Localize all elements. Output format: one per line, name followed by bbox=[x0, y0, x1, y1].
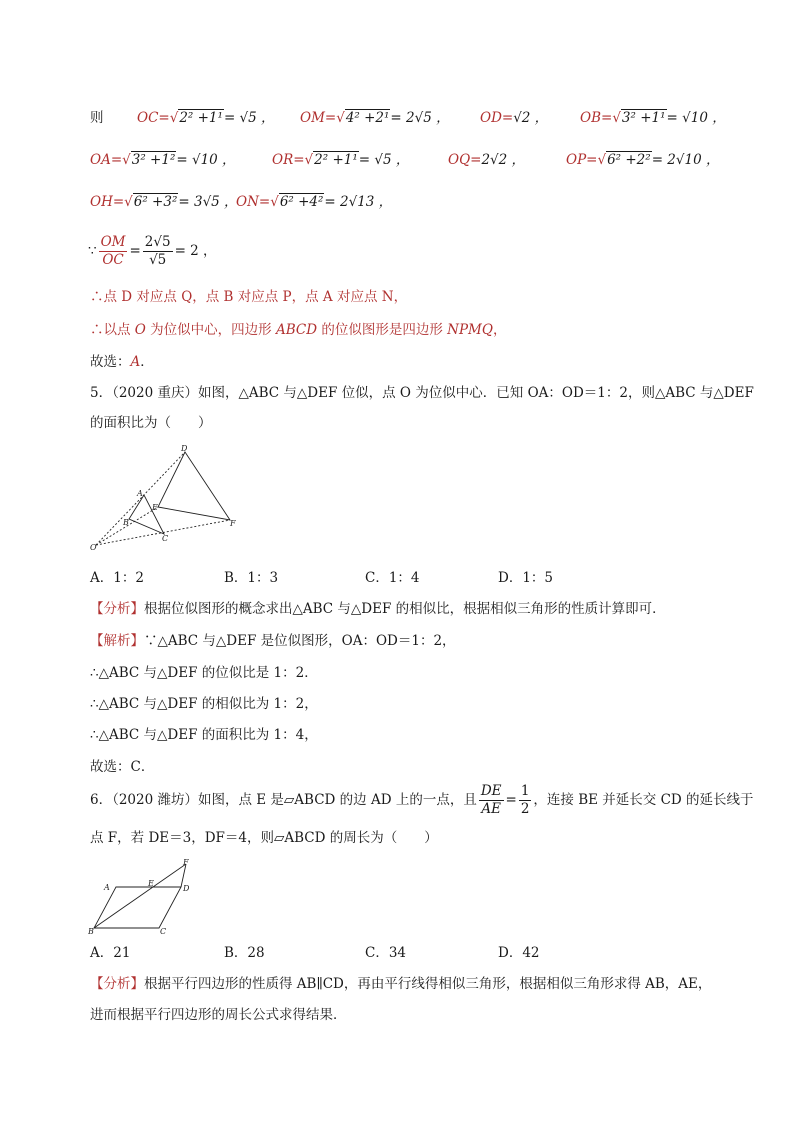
analysis-text: 根据平行四边形的性质得 AB∥CD，再由平行线得相似三角形，根据相似三角形求得 AB，AE， bbox=[144, 976, 712, 992]
text-part: 的位似图形是四边形 bbox=[317, 322, 448, 338]
result-oa: = √10 ， bbox=[176, 152, 236, 168]
analysis-tag: 【分析】 bbox=[90, 976, 144, 992]
label-om: OM= bbox=[300, 110, 337, 126]
label-oq: OQ= bbox=[448, 152, 482, 168]
radicand-op: 6² +2² bbox=[607, 152, 651, 168]
q5-stem-line-1: 5．（2020 重庆）如图，△ABC 与△DEF 位似，点 O 为位似中心．已知 OA：OD＝1：2，则△ABC 与△DEF bbox=[90, 385, 754, 401]
label-ob: OB= bbox=[580, 110, 613, 126]
solution-tag: 【解析】 bbox=[90, 633, 144, 649]
q5-solution-line-2: ∴△ABC 与△DEF 的位似比是 1：2． bbox=[90, 665, 318, 681]
on-expression bbox=[236, 192, 392, 212]
stem-text: 6．（2020 潍坊）如图，点 E 是▱ABCD 的边 AD 上的一点，且 bbox=[90, 792, 477, 808]
q5-option-b[interactable]: B．1：3 bbox=[224, 570, 279, 586]
label-oa: OA= bbox=[90, 152, 123, 168]
radical-sign: √ bbox=[304, 152, 314, 168]
q6-parallelogram-figure bbox=[88, 856, 208, 936]
result-on: = 2√13 ， bbox=[324, 194, 393, 210]
parallelogram-abcd bbox=[94, 887, 181, 928]
label-o: O bbox=[90, 543, 97, 552]
fraction-denominator: √5 bbox=[149, 252, 167, 268]
result-od: √2 ， bbox=[513, 110, 549, 126]
om-expression bbox=[300, 108, 450, 128]
result-oq: 2√2 ， bbox=[481, 152, 526, 168]
fraction-denominator: 2 bbox=[520, 801, 530, 817]
q5-stem-line-2: 的面积比为（ ） bbox=[90, 415, 212, 431]
because-symbol: ∵ bbox=[88, 243, 97, 259]
fraction-2root5-root5 bbox=[143, 234, 173, 269]
q6-options bbox=[90, 943, 730, 963]
label-d: D bbox=[183, 884, 190, 893]
radical-sign: √ bbox=[122, 152, 131, 168]
q6-option-a[interactable]: A．21 bbox=[90, 945, 131, 961]
text-part: ． bbox=[140, 354, 154, 370]
op-expression bbox=[566, 150, 719, 170]
q5-option-d[interactable]: D．1：5 bbox=[498, 570, 554, 586]
answer-letter: A bbox=[130, 354, 141, 370]
fraction-numerator: OM bbox=[100, 234, 126, 250]
text-part: 故选： bbox=[90, 354, 131, 370]
label-oc: OC= bbox=[137, 110, 170, 126]
label-oh: OH= bbox=[90, 194, 125, 210]
center-line bbox=[90, 320, 506, 340]
radicand-oc: 2² +1¹ bbox=[179, 110, 223, 126]
radicand-ob: 3² +1¹ bbox=[621, 110, 666, 126]
radicand-om: 4² +2¹ bbox=[345, 110, 390, 126]
text-part: NPMQ bbox=[447, 322, 493, 338]
radicand-oh: 6² +3² bbox=[133, 194, 178, 210]
radical-sign: √ bbox=[124, 194, 133, 210]
q5-analysis bbox=[90, 599, 666, 619]
calc-line-1 bbox=[90, 108, 104, 128]
triangle-def bbox=[158, 452, 230, 520]
text-part: O bbox=[134, 322, 146, 338]
radical-sign: √ bbox=[169, 110, 179, 126]
oa-expression bbox=[90, 150, 236, 170]
result-oh: = 3√5 ， bbox=[178, 194, 238, 210]
result-op: = 2√10 ， bbox=[651, 152, 720, 168]
od-expression bbox=[480, 108, 548, 128]
text-part: 为位似中心，四边形 bbox=[145, 322, 276, 338]
q5-solution-line-3: ∴△ABC 与△DEF 的相似比为 1：2， bbox=[90, 696, 318, 712]
analysis-tag: 【分析】 bbox=[90, 601, 144, 617]
ob-expression bbox=[580, 108, 726, 128]
oq-expression bbox=[448, 150, 525, 170]
q5-solution-line-4: ∴△ABC 与△DEF 的面积比为 1：4， bbox=[90, 727, 318, 743]
line-bf bbox=[94, 864, 186, 928]
fraction-de-ae bbox=[479, 783, 504, 818]
q5-answer: 故选：C． bbox=[90, 759, 155, 775]
ratio-result: = 2 ， bbox=[174, 243, 217, 259]
label-or: OR= bbox=[272, 152, 305, 168]
label-f: F bbox=[183, 858, 189, 867]
result-ob: = √10 ， bbox=[666, 110, 726, 126]
text-part: ∴以点 bbox=[90, 322, 135, 338]
label-a: A bbox=[104, 883, 110, 892]
text-ze: 则 bbox=[90, 110, 104, 126]
q5-solution-line-1 bbox=[90, 631, 456, 651]
analysis-text: 根据位似图形的概念求出△ABC 与△DEF 的相似比，根据相似三角形的性质计算即可． bbox=[144, 601, 666, 617]
q5-homothety-figure bbox=[88, 444, 248, 554]
label-on: ON= bbox=[236, 194, 271, 210]
result-om: = 2√5 ， bbox=[390, 110, 450, 126]
q6-option-b[interactable]: B．28 bbox=[224, 945, 265, 961]
radicand-or: 2² +1¹ bbox=[314, 152, 358, 168]
q6-option-d[interactable]: D．42 bbox=[498, 945, 540, 961]
text-part: ， bbox=[492, 322, 507, 338]
q6-analysis-line-2: 进而根据平行四边形的周长公式求得结果． bbox=[90, 1007, 347, 1023]
ratio-expression: ∵ $\frac{OM}{OC}$ = $\frac{2√5}{√5}$ = 2 ， bbox=[88, 234, 217, 268]
q6-analysis-line-1 bbox=[90, 974, 711, 994]
label-b: B bbox=[88, 927, 94, 936]
radical-sign: √ bbox=[270, 194, 279, 210]
label-c: C bbox=[162, 534, 169, 543]
solution-text: ∵△ABC 与△DEF 是位似图形，OA：OD＝1：2， bbox=[144, 633, 456, 649]
label-f: F bbox=[230, 519, 236, 528]
q6-stem-line-1 bbox=[90, 782, 754, 818]
oh-expression bbox=[90, 192, 238, 212]
radicand-oa: 3² +1² bbox=[131, 152, 176, 168]
label-a: A bbox=[137, 489, 143, 498]
label-e: E bbox=[152, 503, 158, 512]
label-op: OP= bbox=[566, 152, 598, 168]
result-oc: = √5 ， bbox=[223, 110, 275, 126]
equals-sign: = bbox=[505, 792, 517, 808]
label-od: OD= bbox=[480, 110, 514, 126]
q5-option-a[interactable]: A．1：2 bbox=[90, 570, 144, 586]
stem-text: ，连接 BE 并延长交 CD 的延长线于 bbox=[533, 792, 754, 808]
radical-sign: √ bbox=[597, 152, 607, 168]
label-b: B bbox=[123, 518, 129, 527]
fraction-denominator: AE bbox=[481, 801, 501, 817]
fraction-om-oc bbox=[99, 234, 128, 269]
label-e: E bbox=[148, 879, 154, 888]
label-d: D bbox=[181, 444, 188, 453]
triangle-abc bbox=[129, 495, 164, 534]
q6-stem-line-2: 点 F，若 DE＝3，DF＝4，则▱ABCD 的周长为（ ） bbox=[90, 830, 438, 846]
oc-expression bbox=[137, 108, 275, 128]
fraction-numerator: 1 bbox=[520, 783, 530, 799]
or-expression bbox=[272, 150, 409, 170]
correspondence-line: ∴点 D 对应点 Q，点 B 对应点 P，点 A 对应点 N， bbox=[90, 289, 408, 305]
q5-options bbox=[90, 568, 730, 588]
answer-line bbox=[90, 352, 154, 372]
fraction-numerator: 2√5 bbox=[144, 234, 171, 250]
radicand-on: 6² +4² bbox=[279, 194, 324, 210]
fraction-numerator: DE bbox=[480, 783, 502, 799]
result-or: = √5 ， bbox=[358, 152, 410, 168]
radical-sign: √ bbox=[336, 110, 345, 126]
text-part: ABCD bbox=[275, 322, 318, 338]
radical-sign: √ bbox=[612, 110, 621, 126]
q6-option-c[interactable]: C．34 bbox=[365, 945, 407, 961]
label-c: C bbox=[160, 927, 167, 936]
fraction-one-half bbox=[519, 783, 532, 818]
q5-option-c[interactable]: C．1：4 bbox=[365, 570, 420, 586]
fraction-denominator: OC bbox=[102, 252, 124, 268]
